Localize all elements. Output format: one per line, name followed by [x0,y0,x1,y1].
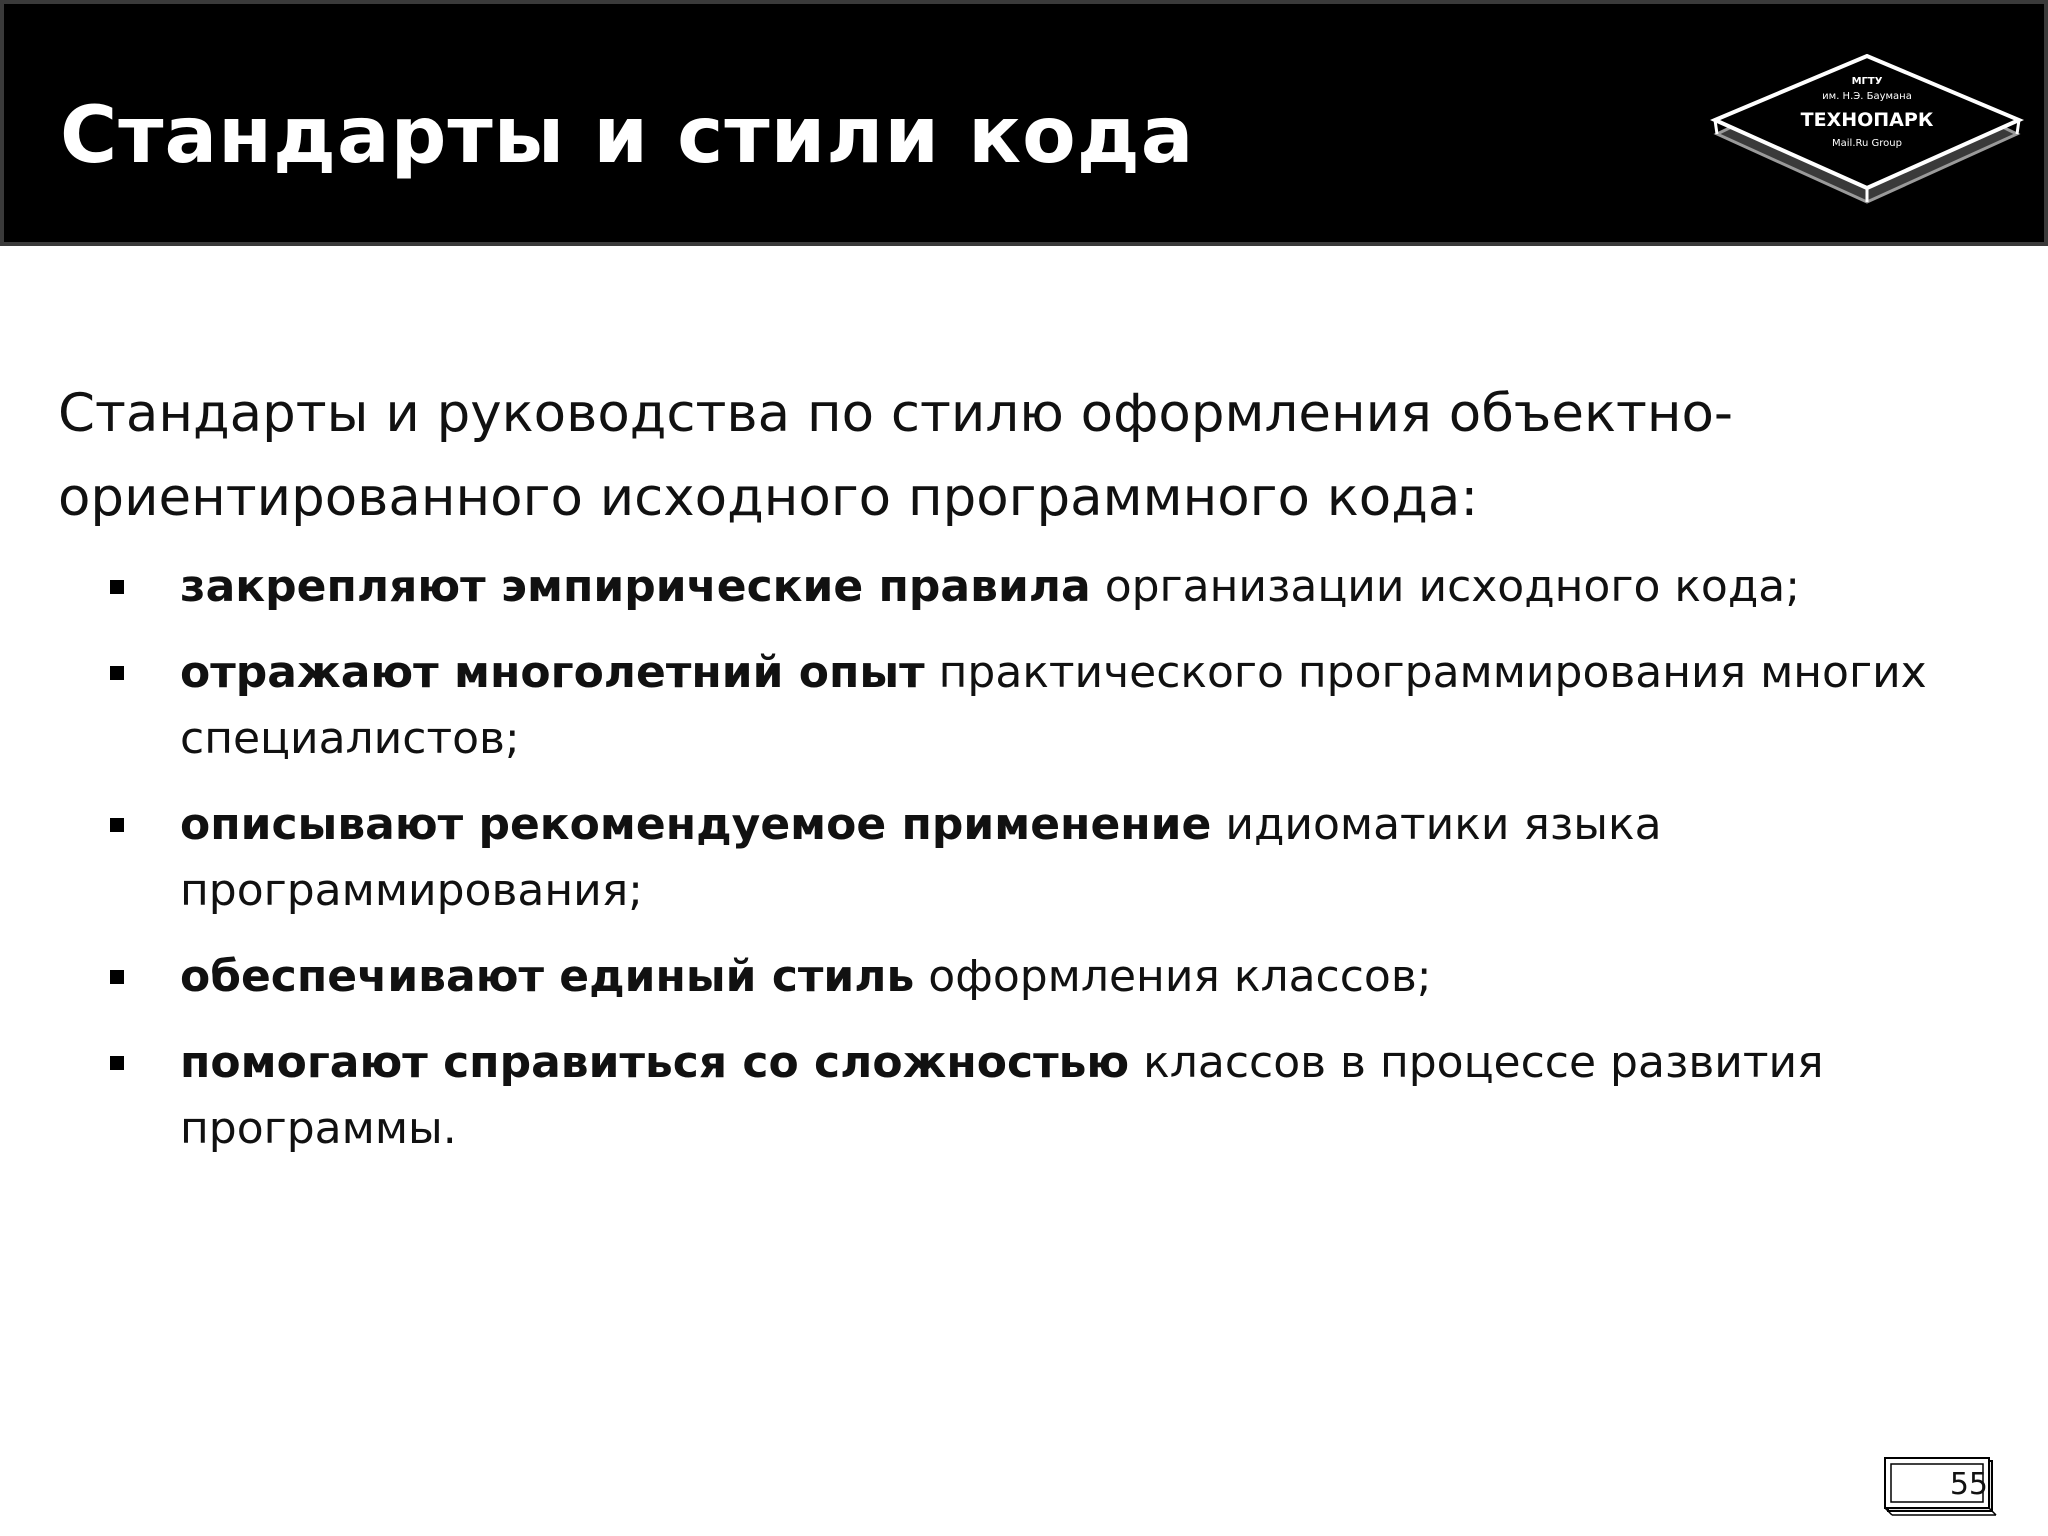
bullet-item [180,792,1970,924]
bullet-emphasis: отражают многолетний опыт [180,647,925,698]
bullet-list [0,554,1940,1162]
bullet-emphasis: описывают рекомендуемое применение [180,799,1212,850]
page-number: 55 [1949,1467,1988,1502]
bullet-text: организации исходного кода; [1090,561,1801,612]
bullet-text: практического программирования многих специалистов; [180,647,1927,764]
page-number-badge [1884,1457,2004,1519]
logo-name: ТЕХНОПАРК [1800,109,1934,131]
lead-paragraph: Стандарты и руководства по стилю оформления объектно-ориентированного исходного программного кода: [58,383,1734,528]
square-bullet-icon [110,666,124,680]
bullet-text: идиоматики языка программирования; [180,799,1662,916]
logo-line-2: им. Н.Э. Баумана [1822,91,1912,102]
slide-title: Стандарты и стили кода [60,91,1195,181]
square-bullet-icon [110,580,124,594]
bullet-item [180,640,1970,772]
technopark-logo [1709,54,2025,204]
slide-header [0,0,2048,246]
bullet-emphasis: обеспечивают единый стиль [180,951,915,1002]
bullet-emphasis: помогают справиться со сложностью [180,1037,1130,1088]
slide-body [58,372,1998,1182]
bullet-text: оформления классов; [914,951,1432,1002]
bullet-emphasis: закрепляют эмпирические правила [180,561,1091,612]
square-bullet-icon [110,1056,124,1070]
bullet-item [180,554,1970,620]
bullet-text: классов в процессе развития программы. [180,1037,1824,1154]
square-bullet-icon [110,818,124,832]
bullet-item [180,1030,1970,1162]
logo-line-3: Mail.Ru Group [1832,138,1902,149]
bullet-item [180,944,1970,1010]
square-bullet-icon [110,970,124,984]
logo-line-1: МГТУ [1851,76,1883,87]
